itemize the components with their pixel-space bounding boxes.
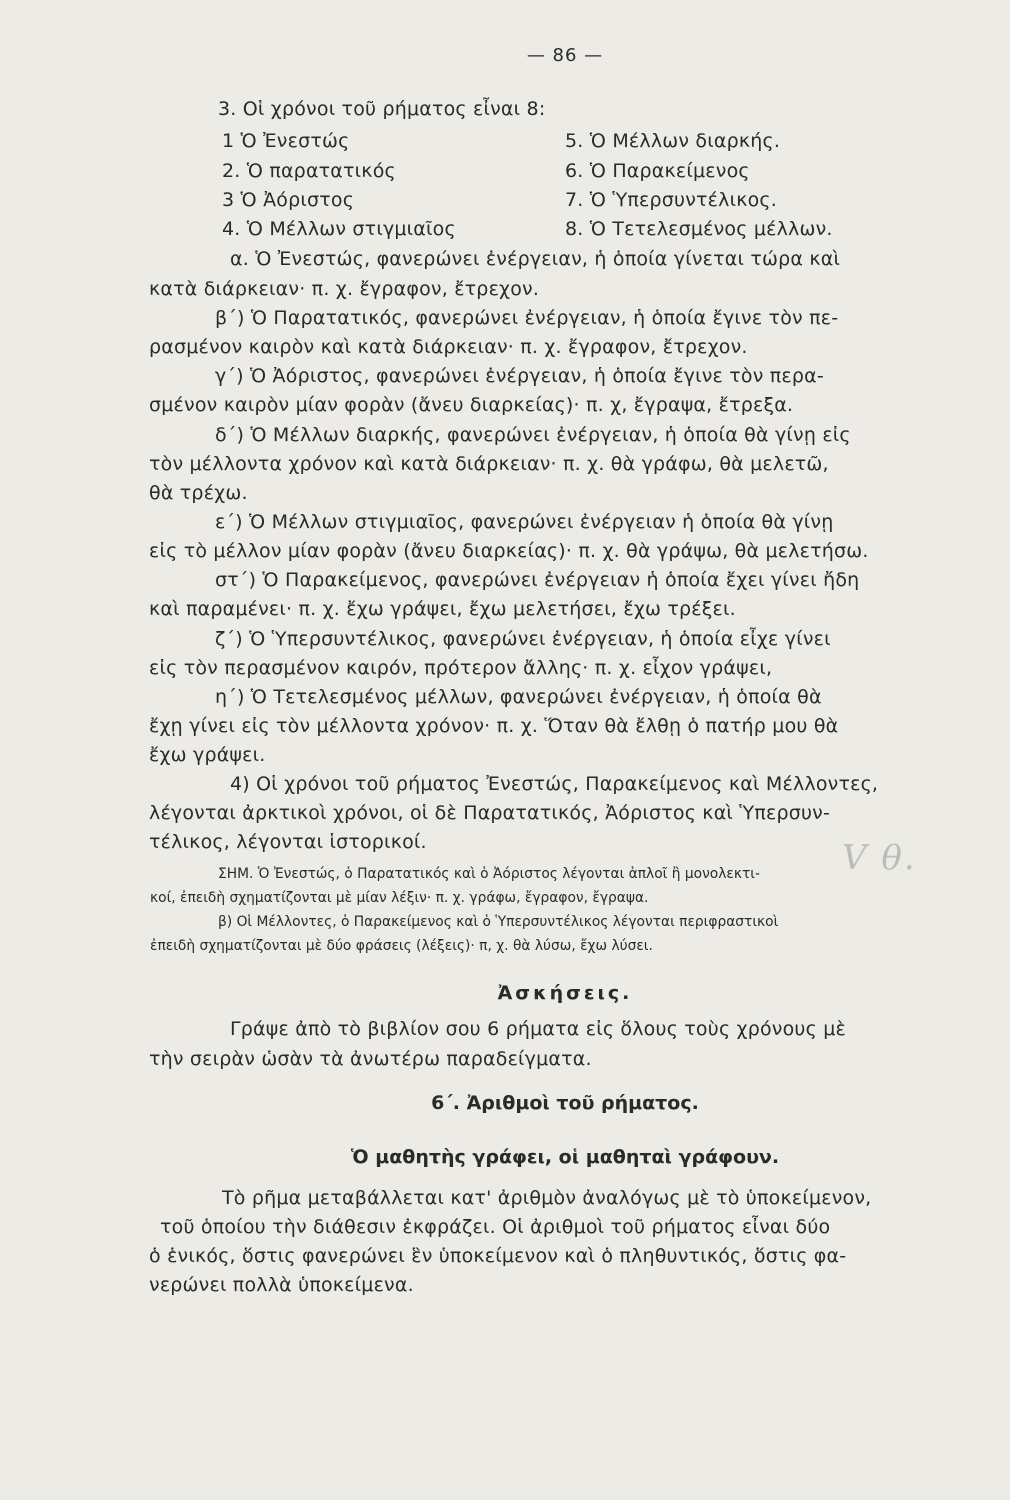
final-line: Τὸ ρῆμα μεταβάλλεται κατ' ἀριθμὸν ἀναλόγως μὲ τὸ ὑποκείμενον, [222,1187,872,1209]
exercise-line: τὴν σειρὰν ὡσὰν τὰ ἀνωτέρω παραδείγματα. [149,1048,592,1070]
tense-item: 1 Ὁ Ἐνεστώς [222,130,350,152]
page-number: — 86 — [526,45,604,66]
final-line: νερώνει πολλὰ ὑποκείμενα. [149,1274,414,1296]
body-line: γ΄) Ὁ Ἀόριστος, φανερώνει ἐνέργειαν, ἡ ὁποία ἔγινε τὸν περα- [215,365,824,387]
body-line: 4) Οἱ χρόνοι τοῦ ρήματος Ἐνεστώς, Παρακείμενος καὶ Μέλλοντες, [230,773,879,795]
body-line: δ΄) Ὁ Μέλλων διαρκής, φανερώνει ἐνέργειαν, ἡ ὁποία θὰ γίνῃ εἰς [215,424,851,446]
note-line: κοί, ἐπειδὴ σχηματίζονται μὲ μίαν λέξιν· π. χ. γράφω, ἔγραφον, ἔγραψα. [150,890,649,906]
note-line: ΣΗΜ. Ὁ Ἐνεστώς, ὁ Παρατατικός καὶ ὁ Ἀόριστος λέγονται ἁπλοῖ ἢ μονολεκτι- [218,866,760,882]
body-line: στ΄) Ὁ Παρακείμενος, φανερώνει ἐνέργειαν ἡ ὁποία ἔχει γίνει ἤδη [215,569,860,591]
body-line: α. Ὁ Ἐνεστώς, φανερώνει ἐνέργειαν, ἡ ὁποία γίνεται τώρα καὶ [230,248,841,270]
handwritten-mark: V θ. [842,838,917,878]
body-line: ε΄) Ὁ Μέλλων στιγμιαῖος, φανερώνει ἐνέργειαν ἡ ὁποία θὰ γίνῃ [215,511,834,533]
final-line: ὁ ἑνικός, ὅστις φανερώνει ἓν ὑποκείμενον καὶ ὁ πληθυντικός, ὅστις φα- [149,1245,847,1267]
tense-item: 5. Ὁ Μέλλων διαρκής. [565,130,781,152]
example-title: Ὁ μαθητὴς γράφει, οἱ μαθηταὶ γράφουν. [350,1146,780,1168]
note-line: β) Οἱ Μέλλοντες, ὁ Παρακείμενος καὶ ὁ Ὑπερσυντέλικος λέγονται περιφραστικοὶ [218,914,779,930]
body-line: ζ΄) Ὁ Ὑπερσυντέλικος, φανερώνει ἐνέργειαν, ἡ ὁποία εἶχε γίνει [215,628,831,650]
body-line: ἔχῃ γίνει εἰς τὸν μέλλοντα χρόνον· π. χ. Ὅταν θὰ ἔλθῃ ὁ πατήρ μου θὰ [149,715,839,737]
body-line: θὰ τρέχω. [149,482,248,504]
body-line: τέλικος, λέγονται ἱστορικοί. [149,831,427,853]
body-line: η΄) Ὁ Τετελεσμένος μέλλων, φανερώνει ἐνέργειαν, ἡ ὁποία θὰ [215,686,822,708]
tense-item: 2. Ὁ παρατατικός [222,160,396,182]
tense-item: 6. Ὁ Παρακείμενος [565,160,750,182]
body-line: κατὰ διάρκειαν· π. χ. ἔγραφον, ἔτρεχον. [149,278,540,300]
body-line: εἰς τὸν περασμένον καιρόν, πρότερον ἄλλης· π. χ. εἶχον γράψει, [149,657,773,679]
tense-item: 8. Ὁ Τετελεσμένος μέλλων. [565,218,833,240]
exercises-title: Ἀσκήσεις. [497,982,633,1004]
body-line: ἔχω γράψει. [149,744,266,766]
body-line: τὸν μέλλοντα χρόνον καὶ κατὰ διάρκειαν· π. χ. θὰ γράφω, θὰ μελετῶ, [149,453,829,475]
body-line: ρασμένον καιρὸν καὶ κατὰ διάρκειαν· π. χ. ἔγραφον, ἔτρεχον. [149,336,748,358]
tense-item: 3 Ὁ Ἀόριστος [222,189,355,211]
tenses-heading: 3. Οἱ χρόνοι τοῦ ρήματος εἶναι 8: [218,98,546,120]
final-line: τοῦ ὁποίου τὴν διάθεσιν ἐκφράζει. Οἱ ἀριθμοὶ τοῦ ρήματος εἶναι δύο [160,1216,831,1238]
body-line: εἰς τὸ μέλλον μίαν φορὰν (ἄνευ διαρκείας)· π. χ. θὰ γράψω, θὰ μελετήσω. [149,540,869,562]
body-line: σμένον καιρὸν μίαν φορὰν (ἄνευ διαρκείας)· π. χ, ἔγραψα, ἔτρεξα. [149,394,794,416]
tense-item: 4. Ὁ Μέλλων στιγμιαῖος [222,218,456,240]
note-line: ἐπειδὴ σχηματίζονται μὲ δύο φράσεις (λέξεις)· π, χ. θὰ λύσω, ἔχω λύσει. [150,938,653,954]
section-title: 6΄. Ἀριθμοὶ τοῦ ρήματος. [431,1092,699,1114]
body-line: β΄) Ὁ Παρατατικός, φανερώνει ἐνέργειαν, ἡ ὁποία ἔγινε τὸν πε- [215,307,839,329]
body-line: καὶ παραμένει· π. χ. ἔχω γράψει, ἔχω μελετήσει, ἔχω τρέξει. [149,598,736,620]
exercise-line: Γράψε ἀπὸ τὸ βιβλίον σου 6 ρήματα εἰς ὅλους τοὺς χρόνους μὲ [230,1018,846,1040]
tense-item: 7. Ὁ Ὑπερσυντέλικος. [565,189,778,211]
body-line: λέγονται ἀρκτικοὶ χρόνοι, οἱ δὲ Παρατατικός, Ἀόριστος καὶ Ὑπερσυν- [149,802,831,824]
